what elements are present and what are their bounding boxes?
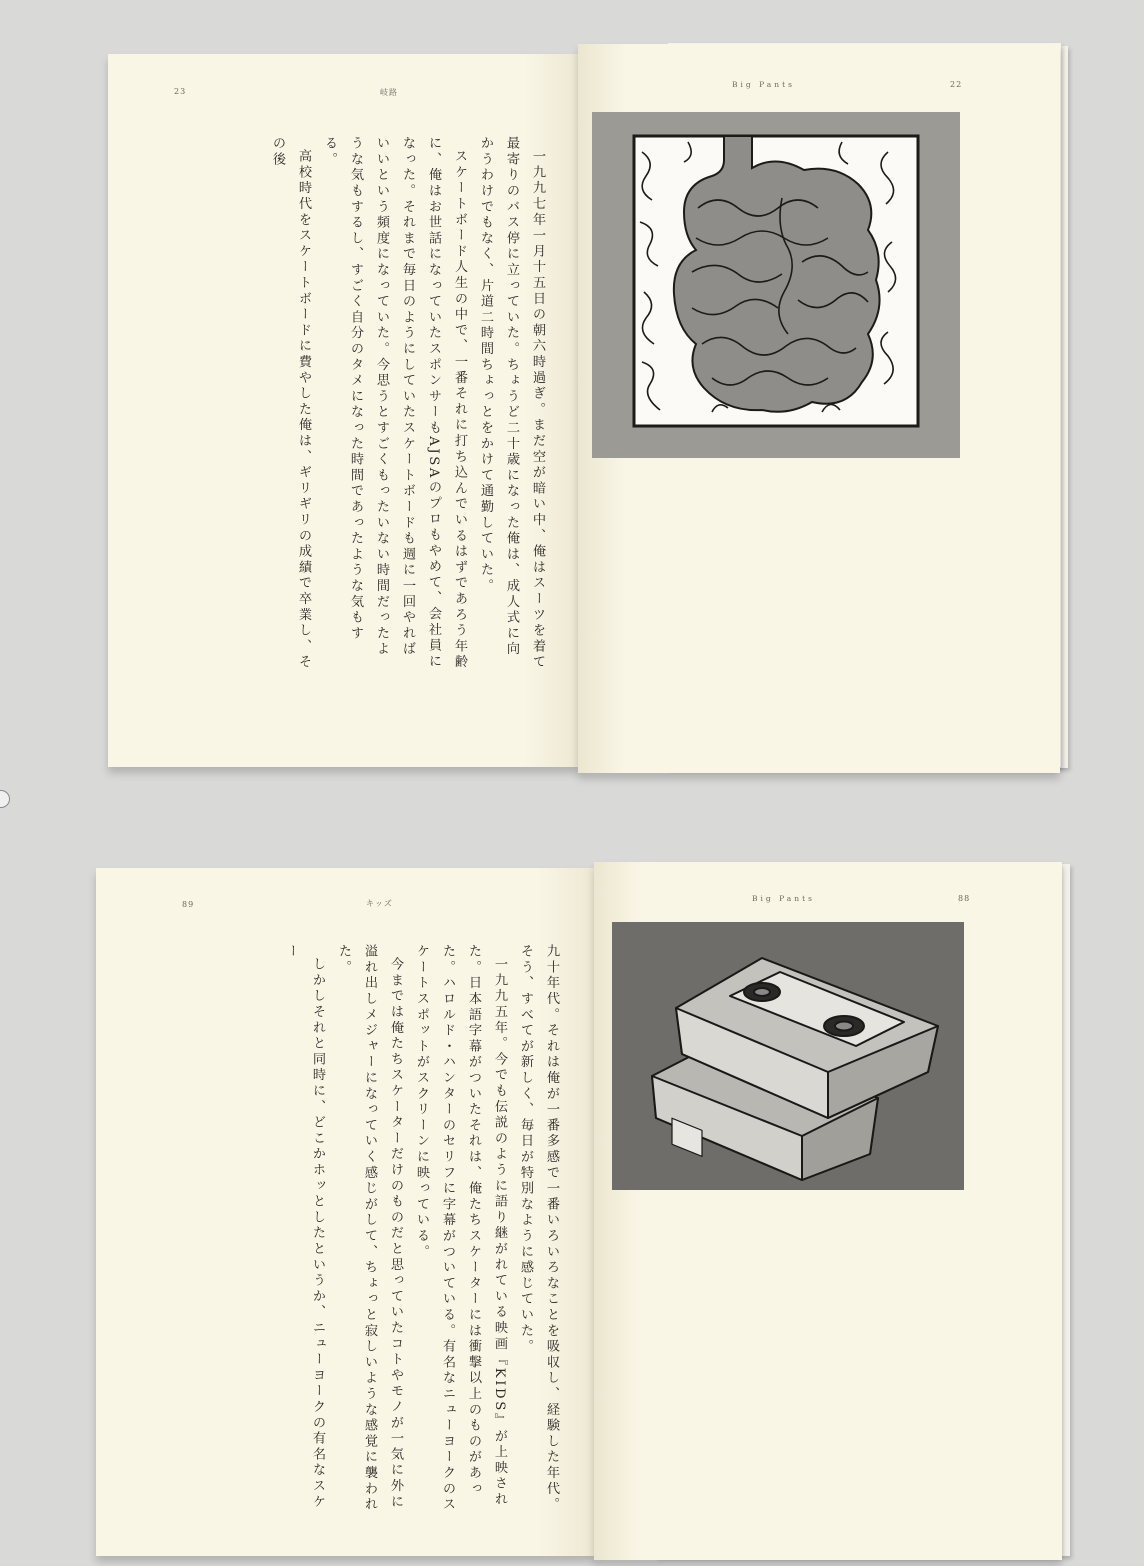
- body-text: [204, 944, 564, 1522]
- intestines-illustration: [592, 112, 960, 458]
- paragraph: 一九九五年。今でも伝説のように語り継がれている映画『KIDS』が上映された。日本語字幕がついたそれは、俺たちスケーターには衝撃以上のものがあった。ハロルド・ハンターのセリフに字幕がついている。有名なニューヨークのスケートスポットがスクリーンに映っている。: [414, 944, 507, 1513]
- paragraph: 今までは俺たちスケーターだけのものだと思っていたコトやモノが一気に外に溢れ出しメジャーになっていく感じがして、ちょっと寂しいような感覚に襲われた。: [336, 944, 403, 1513]
- paragraph: 九十年代。それは俺が一番多感で一番いろいろなことを吸収し、経験した年代。そう、すべてが新しく、毎日が特別なように感じていた。: [518, 944, 559, 1513]
- vhs-tapes-illustration: [612, 922, 964, 1190]
- left-page: [108, 54, 580, 767]
- paragraph: しかしそれと同時に、どこかホッとしたというか、ニューヨークの有名なスケー: [284, 944, 325, 1511]
- carousel-indicator[interactable]: [0, 790, 10, 808]
- paragraph: スケートボード人生の中で、一番それに打ち込んでいるはずであろう年齢に、俺はお世話になっていたスポンサーもAJSAのプロもやめて、会社員になった。それまで毎日のようにしていたスケートボードも週に一回やればいいという頻度になっていた。今思うとすごくもったいない時間だったような気もするし、すごく自分のタメになった時間であったような気もする。: [322, 136, 467, 671]
- paragraph: 高校時代をスケートボードに費やした俺は、ギリギリの成績で卒業し、その後: [270, 136, 311, 671]
- book-spread-bottom: [96, 860, 1071, 1560]
- running-head: キッズ: [366, 899, 393, 908]
- paragraph: 一九九七年一月十五日の朝六時過ぎ。まだ空が暗い中、俺はスーツを着て最寄りのバス停に立っていた。ちょうど二十歳になった俺は、成人式に向かうわけでもなく、片道二時間ちょっとをかけて通勤していた。: [478, 136, 545, 671]
- running-head: 岐路: [380, 88, 398, 97]
- folio: 23: [174, 87, 187, 96]
- folio: 22: [950, 80, 963, 89]
- book-spread-top: [108, 40, 1068, 775]
- folio: 89: [182, 900, 195, 909]
- right-page: [594, 862, 1062, 1560]
- body-text: [220, 136, 550, 671]
- folio: 88: [958, 894, 971, 903]
- left-page: [96, 868, 596, 1556]
- running-head: Big Pants: [732, 80, 795, 89]
- right-page: [578, 44, 1060, 773]
- running-head: Big Pants: [752, 894, 815, 903]
